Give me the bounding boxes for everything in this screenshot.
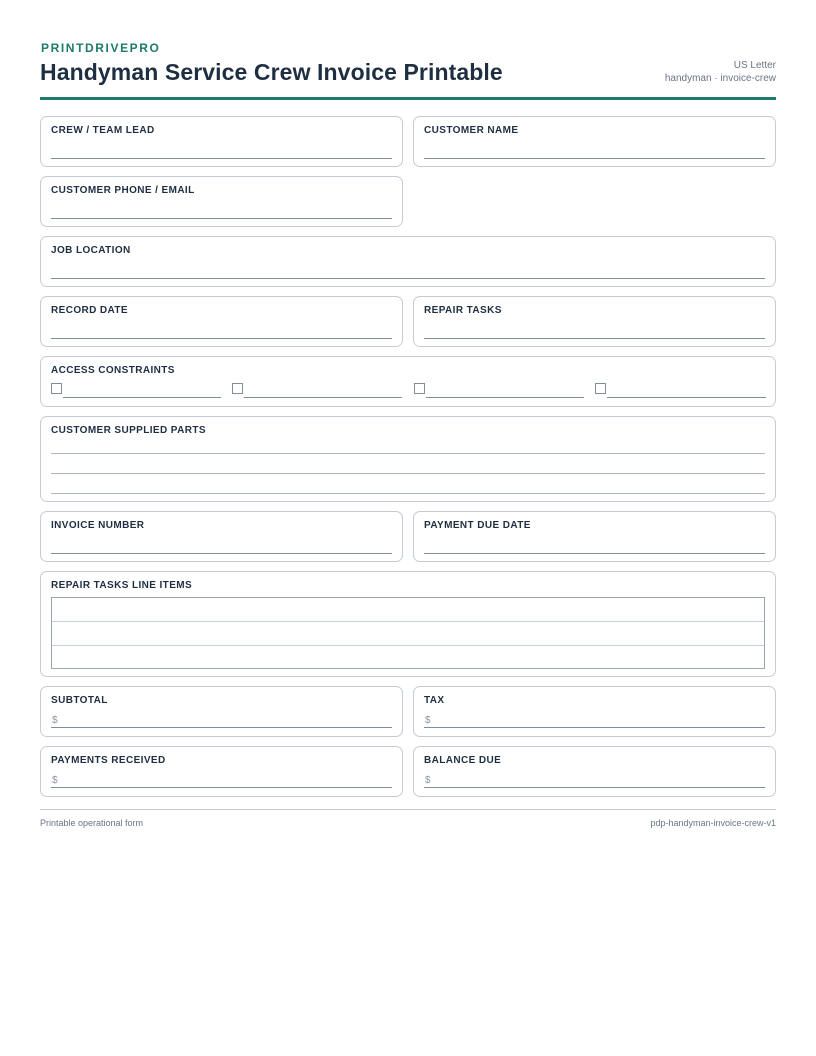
subtotal-label: SUBTOTAL: [51, 695, 108, 706]
record-date-field[interactable]: [40, 296, 403, 347]
tax-currency: $: [425, 715, 431, 726]
record-date-label: RECORD DATE: [51, 305, 128, 316]
line-items-label: REPAIR TASKS LINE ITEMS: [51, 580, 193, 591]
customer-name-label: CUSTOMER NAME: [424, 125, 519, 136]
balance-due-field[interactable]: [413, 746, 776, 797]
balance-due-label: BALANCE DUE: [424, 755, 502, 766]
footer-rule: [40, 809, 776, 810]
crew-lead-line[interactable]: [51, 158, 392, 159]
parts-line-3[interactable]: [51, 493, 765, 494]
tax-field[interactable]: [413, 686, 776, 737]
customer-contact-field[interactable]: [40, 176, 403, 227]
page-title: Handyman Service Crew Invoice Printable: [40, 59, 503, 85]
paper-size: US Letter: [733, 60, 776, 71]
customer-contact-line[interactable]: [51, 218, 392, 219]
repair-tasks-field[interactable]: [413, 296, 776, 347]
payments-received-label: PAYMENTS RECEIVED: [51, 755, 166, 766]
parts-line-1[interactable]: [51, 453, 765, 454]
tax-line[interactable]: [424, 727, 765, 728]
customer-name-line[interactable]: [424, 158, 765, 159]
form-tags: handyman · invoice-crew: [664, 73, 776, 84]
repair-tasks-line[interactable]: [424, 338, 765, 339]
job-location-field[interactable]: [40, 236, 776, 287]
customer-name-field[interactable]: [413, 116, 776, 167]
line-items-section: [40, 571, 776, 677]
payment-due-date-line[interactable]: [424, 553, 765, 554]
access-option-line-2[interactable]: [244, 397, 402, 398]
subtotal-field[interactable]: [40, 686, 403, 737]
access-checkbox-4[interactable]: [595, 383, 606, 394]
payment-due-date-label: PAYMENT DUE DATE: [424, 520, 531, 531]
access-option-line-4[interactable]: [607, 397, 766, 398]
parts-line-2[interactable]: [51, 473, 765, 474]
customer-contact-label: CUSTOMER PHONE / EMAIL: [51, 185, 195, 196]
header-meta: [665, 59, 776, 85]
footer-form-id: pdp-handyman-invoice-crew-v1: [650, 818, 776, 828]
tax-label: TAX: [424, 695, 445, 706]
customer-supplied-parts-field[interactable]: [40, 416, 776, 502]
access-constraints-label: ACCESS CONSTRAINTS: [51, 365, 175, 376]
job-location-label: JOB LOCATION: [51, 245, 131, 256]
balance-due-currency: $: [425, 775, 431, 786]
customer-supplied-parts-label: CUSTOMER SUPPLIED PARTS: [51, 425, 206, 436]
crew-lead-field[interactable]: [40, 116, 403, 167]
balance-due-line[interactable]: [424, 787, 765, 788]
invoice-number-label: INVOICE NUMBER: [51, 520, 145, 531]
payments-received-line[interactable]: [51, 787, 392, 788]
subtotal-line[interactable]: [51, 727, 392, 728]
payments-received-field[interactable]: [40, 746, 403, 797]
crew-lead-label: CREW / TEAM LEAD: [51, 125, 155, 136]
footer-left-text: Printable operational form: [40, 818, 144, 828]
brand-name: PRINTDRIVEPRO: [41, 41, 161, 55]
header-rule: [40, 97, 776, 100]
access-checkbox-2[interactable]: [232, 383, 243, 394]
table-row-divider: [52, 621, 764, 622]
table-row-divider: [52, 645, 764, 646]
line-items-table[interactable]: [51, 597, 765, 669]
form-header: [40, 40, 776, 100]
repair-tasks-label: REPAIR TASKS: [424, 305, 502, 316]
job-location-line[interactable]: [51, 278, 765, 279]
access-option-line-1[interactable]: [63, 397, 221, 398]
invoice-number-line[interactable]: [51, 553, 392, 554]
record-date-line[interactable]: [51, 338, 392, 339]
subtotal-currency: $: [52, 715, 58, 726]
access-checkbox-3[interactable]: [414, 383, 425, 394]
access-option-line-3[interactable]: [426, 397, 584, 398]
access-constraints-field: [40, 356, 776, 407]
invoice-number-field[interactable]: [40, 511, 403, 562]
payment-due-date-field[interactable]: [413, 511, 776, 562]
payments-received-currency: $: [52, 775, 58, 786]
access-checkbox-1[interactable]: [51, 383, 62, 394]
